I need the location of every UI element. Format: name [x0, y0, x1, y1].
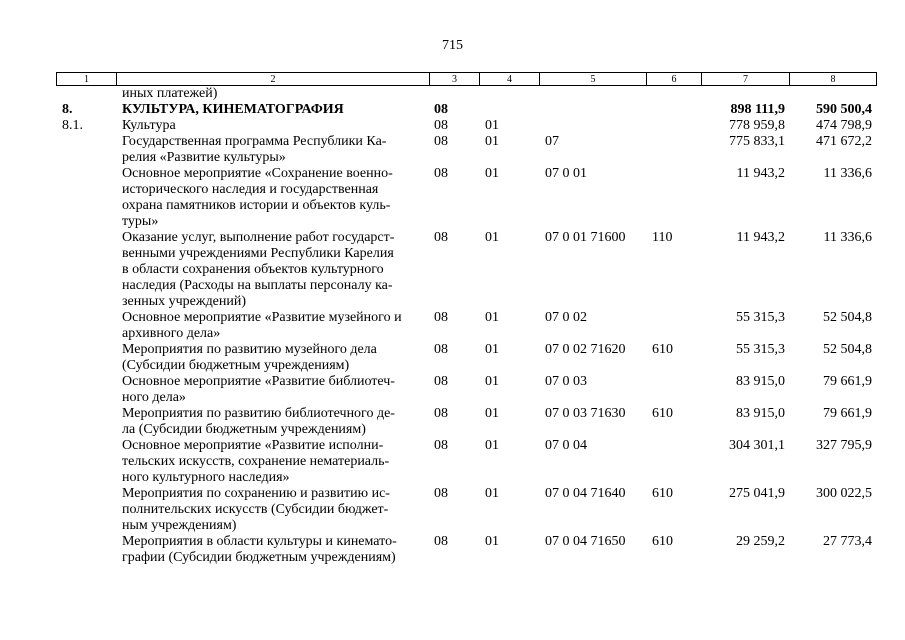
- section-code: 08: [434, 374, 448, 389]
- amount-year2: 471 672,2: [816, 134, 872, 149]
- header-cell: 5: [540, 73, 647, 86]
- section-code: 08: [434, 342, 448, 357]
- table-row: [56, 406, 876, 438]
- amount-year1: 83 915,0: [736, 406, 785, 421]
- header-row: [57, 73, 877, 86]
- section-code: 08: [434, 134, 448, 149]
- row-number: 8.: [62, 102, 73, 117]
- row-number: [56, 166, 116, 230]
- amount-year1: 775 833,1: [729, 134, 785, 149]
- row-name-line: КУЛЬТУРА, КИНЕМАТОГРАФИЯ: [122, 102, 344, 117]
- expense-type-code: 610: [652, 406, 673, 421]
- row-name-line: исторического наследия и государственная: [122, 182, 379, 197]
- row-name-line: ного культурного наследия»: [122, 470, 290, 485]
- row-number: [56, 438, 116, 486]
- amount-year2: 79 661,9: [823, 374, 872, 389]
- row-name: [116, 438, 429, 486]
- amount-year2: [789, 86, 876, 102]
- header-cell: 7: [702, 73, 790, 86]
- row-name-line: Культура: [122, 118, 176, 133]
- row-name-line: ла (Субсидии бюджетным учреждениям): [122, 422, 366, 437]
- row-name: [116, 406, 429, 438]
- row-number: [56, 342, 116, 374]
- amount-year2: 300 022,5: [816, 486, 872, 501]
- amount-year1: 29 259,2: [736, 534, 785, 549]
- table-row: [56, 310, 876, 342]
- row-name-line: ным учреждениям): [122, 518, 237, 533]
- row-number: [56, 406, 116, 438]
- amount-year2: 52 504,8: [823, 342, 872, 357]
- row-name-line: зенных учреждений): [122, 294, 247, 309]
- row-name: [116, 486, 429, 534]
- amount-year1: 11 943,2: [736, 230, 785, 245]
- subsection-code: 01: [485, 230, 499, 245]
- row-name: [116, 230, 429, 310]
- section-code: 08: [434, 310, 448, 325]
- table-row: [56, 102, 876, 118]
- row-name-line: Мероприятия по сохранению и развитию ис-: [122, 486, 390, 501]
- amount-year1: 83 915,0: [736, 374, 785, 389]
- section-code: 08: [434, 486, 448, 501]
- target-article-code: 07 0 04 71640: [545, 486, 626, 501]
- subsection-code: 01: [485, 310, 499, 325]
- amount-year2: 11 336,6: [823, 230, 872, 245]
- row-name-line: архивного дела»: [122, 326, 221, 341]
- target-article-code: 07 0 04 71650: [545, 534, 626, 549]
- subsection-code: 01: [485, 166, 499, 181]
- target-article-code: 07: [545, 134, 559, 149]
- row-number: 8.1.: [62, 118, 83, 133]
- header-cell: 6: [647, 73, 702, 86]
- amount-year1: 898 111,9: [730, 102, 785, 117]
- row-number: [56, 86, 116, 102]
- row-name-line: Мероприятия по развитию библиотечного де-: [122, 406, 395, 421]
- expense-type-code: [646, 86, 701, 102]
- subsection-code: 01: [485, 406, 499, 421]
- row-name-line: в области сохранения объектов культурного: [122, 262, 384, 277]
- table-row: [56, 486, 876, 534]
- table-row: [56, 342, 876, 374]
- row-name-line: Мероприятия в области культуры и кинемато-: [122, 534, 397, 549]
- table-row: [56, 534, 876, 566]
- target-article-code: 07 0 02: [545, 310, 587, 325]
- section-code: 08: [434, 166, 448, 181]
- row-name-line: охрана памятников истории и объектов куль-: [122, 198, 391, 213]
- expense-type-code: 610: [652, 342, 673, 357]
- section-code: [429, 86, 479, 102]
- subsection-code: [479, 86, 539, 102]
- target-article-code: 07 0 01 71600: [545, 230, 626, 245]
- amount-year2: 11 336,6: [823, 166, 872, 181]
- target-article-code: 07 0 03 71630: [545, 406, 626, 421]
- target-article-code: [539, 118, 646, 134]
- row-name-line: Основное мероприятие «Сохранение военно-: [122, 166, 393, 181]
- row-name-line: графии (Субсидии бюджетным учреждениям): [122, 550, 396, 565]
- subsection-code: 01: [485, 486, 499, 501]
- expense-type-code: [646, 118, 701, 134]
- header-cell: 8: [790, 73, 877, 86]
- header-cell: 4: [480, 73, 540, 86]
- subsection-code: 01: [485, 374, 499, 389]
- subsection-code: 01: [485, 438, 499, 453]
- row-number: [56, 486, 116, 534]
- row-name-line: (Субсидии бюджетным учреждениям): [122, 358, 350, 373]
- target-article-code: 07 0 01: [545, 166, 587, 181]
- table-row: [56, 230, 876, 310]
- amount-year1: 11 943,2: [736, 166, 785, 181]
- target-article-code: 07 0 04: [545, 438, 587, 453]
- section-code: 08: [434, 406, 448, 421]
- row-name-line: венными учреждениями Республики Карелия: [122, 246, 394, 261]
- amount-year2: 590 500,4: [816, 102, 872, 117]
- header-cell: 1: [57, 73, 117, 86]
- amount-year2: 327 795,9: [816, 438, 872, 453]
- table-row: [56, 86, 876, 102]
- table-row: [56, 118, 876, 134]
- row-name: [116, 374, 429, 406]
- subsection-code: 01: [485, 534, 499, 549]
- table-row: [56, 166, 876, 230]
- page-number: 715: [442, 38, 463, 53]
- expense-type-code: [646, 310, 701, 342]
- row-name: [116, 534, 429, 566]
- row-name: [116, 310, 429, 342]
- expense-type-code: 610: [652, 486, 673, 501]
- row-name: [116, 86, 429, 102]
- row-name-line: Основное мероприятие «Развитие музейного и: [122, 310, 402, 325]
- row-name-line: наследия (Расходы на выплаты персоналу ка-: [122, 278, 393, 293]
- row-name-line: иных платежей): [122, 86, 218, 101]
- row-number: [56, 534, 116, 566]
- header-cell: 2: [117, 73, 430, 86]
- amount-year2: 27 773,4: [823, 534, 872, 549]
- section-code: 08: [434, 118, 448, 133]
- row-number: [56, 374, 116, 406]
- row-number: [56, 134, 116, 166]
- expense-type-code: [646, 134, 701, 166]
- column-number-header: [56, 72, 877, 86]
- section-code: 08: [434, 534, 448, 549]
- section-code: 08: [434, 230, 448, 245]
- target-article-code: [539, 86, 646, 102]
- header-cell: 3: [430, 73, 480, 86]
- row-name-line: Основное мероприятие «Развитие библиотеч-: [122, 374, 395, 389]
- row-name: [116, 134, 429, 166]
- row-name-line: туры»: [122, 214, 159, 229]
- target-article-code: 07 0 02 71620: [545, 342, 626, 357]
- table-row: [56, 134, 876, 166]
- row-name-line: Государственная программа Республики Ка-: [122, 134, 387, 149]
- row-name-line: релия «Развитие культуры»: [122, 150, 286, 165]
- budget-table: [56, 86, 876, 566]
- expense-type-code: 110: [652, 230, 673, 245]
- row-number: [56, 310, 116, 342]
- expense-type-code: 610: [652, 534, 673, 549]
- table-row: [56, 374, 876, 406]
- amount-year1: 778 959,8: [729, 118, 785, 133]
- expense-type-code: [646, 166, 701, 230]
- amount-year1: 275 041,9: [729, 486, 785, 501]
- expense-type-code: [646, 438, 701, 486]
- section-code: 08: [434, 102, 448, 117]
- amount-year2: 474 798,9: [816, 118, 872, 133]
- row-name-line: полнительских искусств (Субсидии бюджет-: [122, 502, 389, 517]
- row-name: [116, 118, 429, 134]
- row-name-line: тельских искусств, сохранение нематериаль-: [122, 454, 390, 469]
- row-name: [116, 102, 429, 118]
- row-name: [116, 166, 429, 230]
- amount-year1: 304 301,1: [729, 438, 785, 453]
- expense-type-code: [646, 102, 701, 118]
- table-row: [56, 438, 876, 486]
- subsection-code: 01: [485, 342, 499, 357]
- target-article-code: 07 0 03: [545, 374, 587, 389]
- row-number: [56, 230, 116, 310]
- amount-year2: 79 661,9: [823, 406, 872, 421]
- amount-year1: 55 315,3: [736, 342, 785, 357]
- row-name-line: Оказание услуг, выполнение работ государст-: [122, 230, 395, 245]
- subsection-code: [479, 102, 539, 118]
- amount-year2: 52 504,8: [823, 310, 872, 325]
- target-article-code: [539, 102, 646, 118]
- subsection-code: 01: [485, 134, 499, 149]
- subsection-code: 01: [485, 118, 499, 133]
- expense-type-code: [646, 374, 701, 406]
- section-code: 08: [434, 438, 448, 453]
- amount-year1: 55 315,3: [736, 310, 785, 325]
- row-name-line: Основное мероприятие «Развитие исполни-: [122, 438, 384, 453]
- amount-year1: [701, 86, 789, 102]
- row-name-line: ного дела»: [122, 390, 186, 405]
- row-name-line: Мероприятия по развитию музейного дела: [122, 342, 377, 357]
- row-name: [116, 342, 429, 374]
